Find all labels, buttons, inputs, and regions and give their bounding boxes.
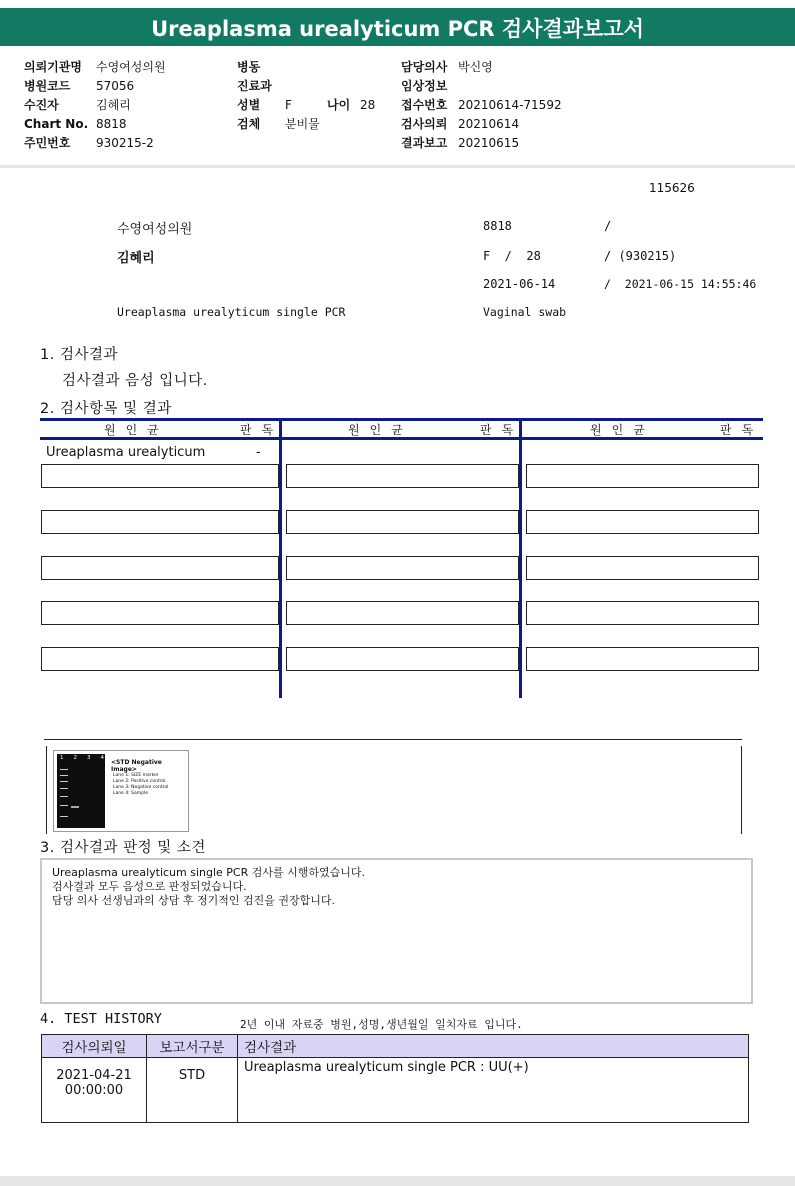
results-table-divider-2 xyxy=(519,418,522,698)
result-box xyxy=(286,556,519,580)
summary-test-name: Ureaplasma urealyticum single PCR xyxy=(117,305,346,319)
summary-report-datetime: / 2021-06-15 14:55:46 xyxy=(604,277,757,291)
label-hospital-code: 병원코드 xyxy=(24,79,71,93)
header-col-1 xyxy=(24,56,166,151)
section-1-heading: 1. 검사결과 xyxy=(40,347,118,363)
label-sex: 성별 xyxy=(237,98,261,112)
history-result: Ureaplasma urealyticum single PCR : UU(+) xyxy=(238,1058,749,1123)
gel-caption-title: <STD Negative Image> xyxy=(111,759,162,773)
result-box xyxy=(526,647,759,671)
label-patient: 수진자 xyxy=(24,98,59,112)
history-time: 00:00:00 xyxy=(64,1083,124,1098)
gel-caption-line-4: Lane 4: Sample xyxy=(113,791,148,796)
pathogen-result: - xyxy=(256,445,261,460)
history-col-type: 보고서구분 xyxy=(147,1035,238,1058)
label-receipt-no: 접수번호 xyxy=(401,98,448,112)
label-age: 나이 xyxy=(327,98,351,112)
gel-lane-numbers xyxy=(60,755,104,761)
history-type: STD xyxy=(147,1058,238,1123)
summary-chart: 8818 xyxy=(483,219,512,233)
result-box xyxy=(526,556,759,580)
col-header-result-2: 판독 xyxy=(480,423,524,437)
gel-caption-line-3: Lane 3: Negative control xyxy=(113,785,169,790)
result-box xyxy=(526,601,759,625)
value-specimen: 분비물 xyxy=(285,117,320,131)
history-date-cell xyxy=(42,1058,147,1123)
gel-band xyxy=(60,805,68,806)
label-hospital: 의뢰기관명 xyxy=(24,60,82,74)
opinion-line-3: 담당 의사 선생님과의 상담 후 정기적인 검진을 권장합니다. xyxy=(52,894,335,907)
value-sex: F xyxy=(285,98,292,112)
label-ward: 병동 xyxy=(237,60,261,74)
gel-caption-line-1: Lane 1: SIZE marker xyxy=(113,773,159,778)
label-report-date: 결과보고 xyxy=(401,136,448,150)
label-clinical-info: 임상정보 xyxy=(401,79,448,93)
header-info xyxy=(24,56,784,152)
gel-band xyxy=(60,796,68,797)
history-col-date: 검사의뢰일 xyxy=(42,1035,147,1058)
summary-specimen: Vaginal swab xyxy=(483,305,567,319)
result-box xyxy=(286,601,519,625)
result-box xyxy=(41,510,279,534)
gel-band xyxy=(60,769,68,770)
result-box xyxy=(286,647,519,671)
gel-figure xyxy=(53,750,189,832)
value-patient: 김혜리 xyxy=(96,98,131,112)
table-row xyxy=(42,1058,749,1123)
pathogen-name: Ureaplasma urealyticum xyxy=(46,445,206,460)
header-col-2 xyxy=(237,56,375,132)
history-date: 2021-04-21 xyxy=(56,1068,132,1083)
section-1-result-text: 검사결과 음성 입니다. xyxy=(62,373,208,389)
footer-bar xyxy=(0,1176,795,1186)
value-doctor: 박신영 xyxy=(458,60,493,74)
history-note: 2년 이내 자료중 병원,성명,생년월일 일치자료 입니다. xyxy=(240,1018,523,1031)
label-chart-no: Chart No. xyxy=(24,117,89,131)
gel-image-panel xyxy=(46,746,742,834)
report-title: Ureaplasma urealyticum PCR 검사결과보고서 xyxy=(0,8,795,46)
summary-code: 115626 xyxy=(649,181,695,195)
result-box xyxy=(41,647,279,671)
gel-lane-3: 3 xyxy=(87,755,91,761)
result-box xyxy=(41,601,279,625)
gel-photo xyxy=(57,754,105,828)
result-box xyxy=(526,510,759,534)
gel-lane-2: 2 xyxy=(73,755,77,761)
value-resident-no: 930215-2 xyxy=(96,136,154,150)
section-4-heading: 4. TEST HISTORY xyxy=(40,1011,162,1027)
gel-band xyxy=(60,775,68,776)
value-receipt-no: 20210614-71592 xyxy=(458,98,562,112)
header-col-3 xyxy=(401,56,562,151)
opinion-box xyxy=(40,858,753,1004)
label-department: 진료과 xyxy=(237,79,272,93)
gel-image-top-rule xyxy=(44,739,742,740)
summary-hospital: 수영여성의원 xyxy=(117,222,193,237)
opinion-line-1: Ureaplasma urealyticum single PCR 검사를 시행하였습니다. xyxy=(52,866,365,879)
result-box xyxy=(286,464,519,488)
gel-lane-1: 1 xyxy=(60,755,64,761)
result-box xyxy=(526,464,759,488)
result-box xyxy=(41,464,279,488)
gel-lane-4: 4 xyxy=(100,755,104,761)
gel-band xyxy=(60,781,68,782)
result-box xyxy=(41,556,279,580)
gel-band xyxy=(60,816,68,817)
section-3-heading: 3. 검사결과 판정 및 소견 xyxy=(40,840,206,856)
col-header-pathogen-1: 원인균 xyxy=(104,423,169,437)
value-report-date: 20210615 xyxy=(458,136,520,150)
result-box xyxy=(286,510,519,534)
value-request-date: 20210614 xyxy=(458,117,520,131)
gel-band xyxy=(60,788,68,789)
summary-patient: 김혜리 xyxy=(117,251,155,266)
value-chart-no: 8818 xyxy=(96,117,127,131)
history-table xyxy=(41,1034,749,1123)
opinion-line-2: 검사결과 모두 음성으로 판정되었습니다. xyxy=(52,880,247,893)
label-resident-no: 주민번호 xyxy=(24,136,71,150)
col-header-result-3: 판독 xyxy=(720,423,764,437)
label-request-date: 검사의뢰 xyxy=(401,117,448,131)
gel-caption-line-2: Lane 2: Positive control xyxy=(113,779,166,784)
col-header-pathogen-3: 원인균 xyxy=(590,423,655,437)
value-hospital-code: 57056 xyxy=(96,79,135,93)
header-divider xyxy=(0,165,795,168)
summary-sex-age: F / 28 xyxy=(483,249,541,263)
label-specimen: 검체 xyxy=(237,117,261,131)
gel-band xyxy=(71,806,79,808)
history-header-row xyxy=(42,1035,749,1058)
summary-request-date: 2021-06-14 xyxy=(483,277,556,291)
value-hospital: 수영여성의원 xyxy=(96,60,166,74)
col-header-pathogen-2: 원인균 xyxy=(348,423,413,437)
label-doctor: 담당의사 xyxy=(401,60,448,74)
summary-birth: / (930215) xyxy=(604,249,677,263)
value-age: 28 xyxy=(360,98,376,112)
col-header-result-1: 판독 xyxy=(240,423,284,437)
section-2-heading: 2. 검사항목 및 결과 xyxy=(40,401,172,417)
history-col-result: 검사결과 xyxy=(238,1035,749,1058)
results-table-divider-1 xyxy=(279,418,282,698)
summary-slash: / xyxy=(604,219,612,233)
